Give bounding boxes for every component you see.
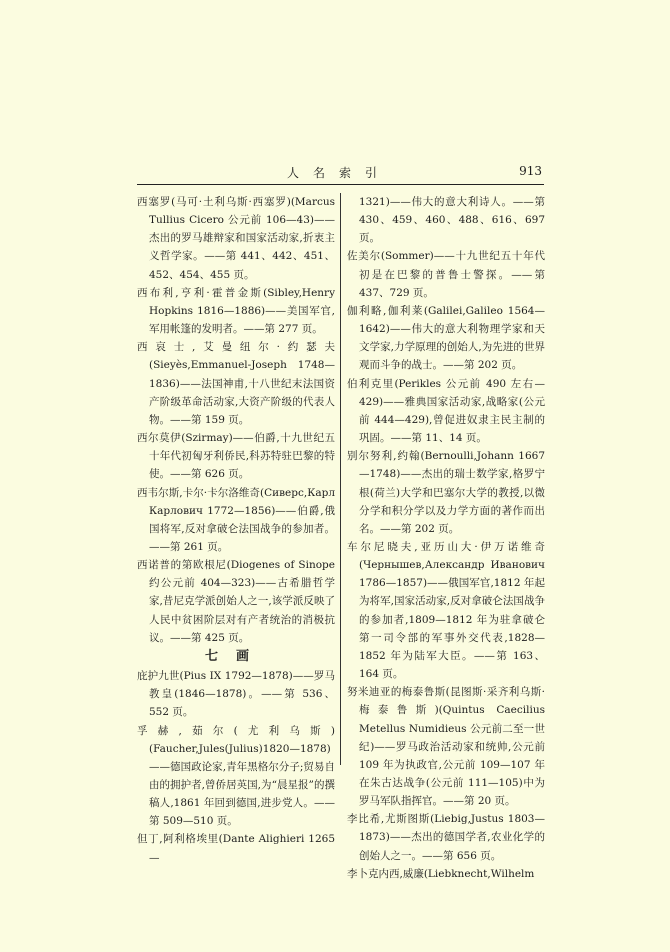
index-entry: 西塞罗(马可·土利乌斯·西塞罗)(Marcus Tullius Cicero 公元前 106—43)——杰出的罗马雄辩家和国家活动家,折衷主义哲学家。——第 441、442、451、452、454、455 页。 [137,196,335,281]
index-entry: 庇护九世(Pius IX 1792—1878)——罗马教皇(1846—1878)。——第 536、552 页。 [137,670,335,719]
index-entry: 西布利,亨利·霍普金斯(Sibley,Henry Hopkins 1816—1886)——美国军官,军用帐篷的发明者。——第 277 页。 [137,286,335,336]
index-entry: 李卜克内西,威廉(Liebknecht,Wilhelm [347,867,535,880]
index-entry: 佐美尔(Sommer)——十九世纪五十年代初是在巴黎的普鲁士警探。——第 437、729 页。 [347,250,545,299]
header-title: 人名索引 [287,166,392,180]
index-entry: 努米迪亚的梅泰鲁斯(昆图斯·采齐利乌斯·梅泰鲁斯)(Quintus Caecilius Metellus Numidieus 公元前二至一世纪)——罗马政治活动家和统帅,公元前 109 年为执政官,公元前 109—107 年在朱古达战争(公元前 111—105)中为罗马军队指挥官。——第 20 页。 [347,686,545,808]
index-entry: 李比希,尤斯图斯(Liebig,Justus 1803—1873)——杰出的德国学者,农业化学的创始人之一。——第 656 页。 [347,813,545,862]
index-entry: 别尔努利,约翰(Bernoulli,Johann 1667—1748)——杰出的瑞士数学家,格罗宁根(荷兰)大学和巴塞尔大学的教授,以微分学和积分学以及力学方面的著作而出名。——第 202 页。 [347,450,545,535]
section-heading: 七画 [204,648,267,664]
index-entry: 西尔莫伊(Szirmay)——伯爵,十九世纪五十年代初匈牙利侨民,科苏特驻巴黎的特使。——第 626 页。 [137,432,335,481]
index-entry: 孚赫,茹尔(尤利乌斯)(Faucher,Jules(Julius)1820—1878)——德国政论家,青年黑格尔分子;贸易自由的拥护者,曾侨居英国,为“晨星报”的撰稿人,1861 年回到德国,进步党人。——第 509—510 页。 [137,724,335,828]
column-divider [340,193,341,765]
left-column [137,193,335,867]
index-entry: 西哀士,艾曼纽尔·约瑟夫(Sieyès,Emmanuel-Joseph 1748—1836)——法国神甫,十八世纪末法国资产阶级革命活动家,大资产阶级的代表人物。——第 159 页。 [137,341,335,426]
index-entry: 西韦尔斯,卡尔·卡尔洛维奇(Сиверс,Карл Карлович 1772—1856)——伯爵,俄国将军,反对拿破仑法国战争的参加者。——第 261 页。 [137,486,335,553]
index-entry: 车尔尼晓夫,亚历山大·伊万诺维奇(Чернышев,Александр Иванович 1786—1857)——俄国军官,1812 年起为将军,国家活动家,反对拿破仑法国战争的参加者,1809—1812 年为驻拿破仑第一司令部的军事外交代表,1828—1852 年为陆军大臣。——第 163、164 页。 [347,540,545,681]
index-entry-continued: 1321)——伟大的意大利诗人。——第 430、459、460、488、616、697 页。 [359,196,545,245]
index-entry: 伯利克里(Perikles 公元前 490 左右—429)——雅典国家活动家,战略家(公元前 444—429),曾促进奴隶主民主制的巩固。——第 11、14 页。 [347,377,545,445]
running-header [137,164,544,185]
right-column [347,193,545,883]
index-entry: 但丁,阿利格埃里(Dante Alighieri 1265— [137,833,335,864]
index-entry: 西诺普的第欧根尼(Diogenes of Sinope 约公元前 404—323)——古希腊哲学家,昔尼克学派创始人之一,该学派反映了人民中贫困阶层对有产者统治的消极抗议。——第 425 页。 [137,559,335,644]
index-entry: 伽利略,伽利莱(Galilei,Galileo 1564—1642)——伟大的意大利物理学家和天文学家,力学原理的创始人,为先进的世界观而斗争的战士。——第 202 页。 [347,304,545,372]
page-number: 913 [519,164,542,178]
